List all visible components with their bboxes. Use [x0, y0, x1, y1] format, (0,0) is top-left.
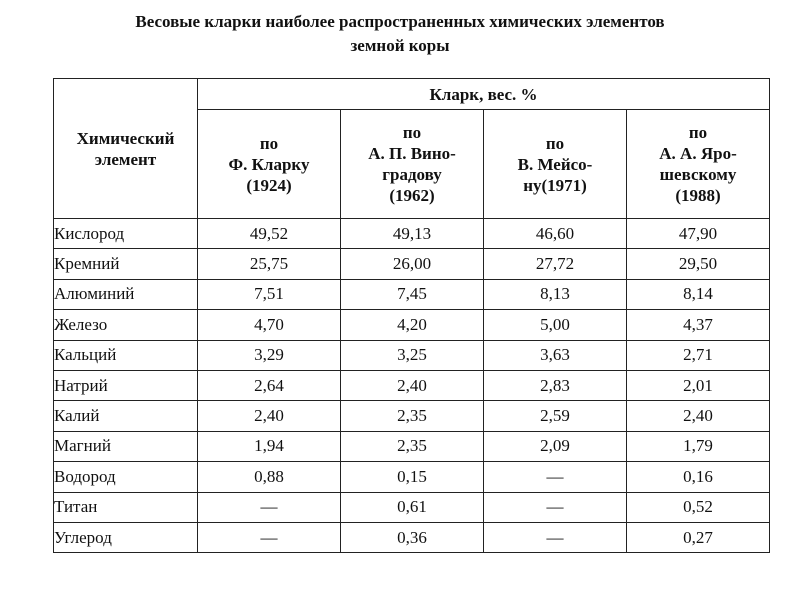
- table-body: [54, 219, 770, 553]
- clarke-group-header: Кларк, вес. %: [198, 79, 770, 110]
- clarke-value-cell: 49,52: [198, 219, 341, 249]
- element-name-cell: Железо: [54, 310, 198, 340]
- element-name-cell: Алюминий: [54, 279, 198, 309]
- clarke-value-cell: 29,50: [627, 249, 770, 279]
- clarke-value-cell: 3,25: [341, 340, 484, 370]
- clarke-value-cell: 47,90: [627, 219, 770, 249]
- clarke-value-cell: —: [198, 522, 341, 552]
- clarke-table: [53, 78, 770, 553]
- clarke-value-cell: 3,63: [484, 340, 627, 370]
- clarke-value-cell: 4,20: [341, 310, 484, 340]
- clarke-value-cell: 0,15: [341, 462, 484, 492]
- clarke-value-cell: —: [198, 492, 341, 522]
- clarke-value-cell: 27,72: [484, 249, 627, 279]
- clarke-value-cell: 0,88: [198, 462, 341, 492]
- clarke-value-cell: 4,37: [627, 310, 770, 340]
- table-row: [54, 219, 770, 249]
- table-row: [54, 310, 770, 340]
- clarke-value-cell: 46,60: [484, 219, 627, 249]
- table-row: [54, 401, 770, 431]
- clarke-value-cell: 2,40: [627, 401, 770, 431]
- clarke-value-cell: 2,40: [198, 401, 341, 431]
- title-line-2: земной коры: [350, 36, 450, 55]
- clarke-value-cell: 2,40: [341, 370, 484, 400]
- clarke-value-cell: 0,61: [341, 492, 484, 522]
- table-row: [54, 462, 770, 492]
- element-name-cell: Водород: [54, 462, 198, 492]
- clarke-value-cell: 0,36: [341, 522, 484, 552]
- clarke-value-cell: —: [484, 522, 627, 552]
- clarke-value-cell: 2,35: [341, 401, 484, 431]
- document-title: [0, 10, 800, 58]
- element-name-cell: Кальций: [54, 340, 198, 370]
- clarke-value-cell: 2,59: [484, 401, 627, 431]
- clarke-value-cell: 7,45: [341, 279, 484, 309]
- table-row: [54, 249, 770, 279]
- clarke-value-cell: 2,01: [627, 370, 770, 400]
- table-row: [54, 370, 770, 400]
- header-row-group: [54, 79, 770, 110]
- element-column-header: Химический элемент: [54, 79, 198, 219]
- clarke-value-cell: 49,13: [341, 219, 484, 249]
- clarke-value-cell: 2,83: [484, 370, 627, 400]
- clarke-value-cell: 2,35: [341, 431, 484, 461]
- table-row: [54, 279, 770, 309]
- clarke-value-cell: —: [484, 492, 627, 522]
- element-name-cell: Кислород: [54, 219, 198, 249]
- element-name-cell: Магний: [54, 431, 198, 461]
- clarke-value-cell: 7,51: [198, 279, 341, 309]
- table-row: [54, 522, 770, 552]
- source-header-yaroshevsky: по А. А. Яро- шевскому (1988): [627, 110, 770, 219]
- element-name-cell: Калий: [54, 401, 198, 431]
- clarke-value-cell: 2,09: [484, 431, 627, 461]
- title-line-1: Весовые кларки наиболее распространенных химических элементов: [135, 12, 665, 31]
- clarke-value-cell: 0,16: [627, 462, 770, 492]
- clarke-value-cell: 2,71: [627, 340, 770, 370]
- clarke-value-cell: 1,94: [198, 431, 341, 461]
- table-row: [54, 340, 770, 370]
- source-header-vinogradov: по А. П. Вино- градову (1962): [341, 110, 484, 219]
- clarke-value-cell: 5,00: [484, 310, 627, 340]
- clarke-value-cell: 2,64: [198, 370, 341, 400]
- table-row: [54, 492, 770, 522]
- clarke-value-cell: 0,52: [627, 492, 770, 522]
- element-name-cell: Титан: [54, 492, 198, 522]
- table-row: [54, 431, 770, 461]
- clarke-value-cell: 8,14: [627, 279, 770, 309]
- clarke-value-cell: 1,79: [627, 431, 770, 461]
- element-name-cell: Кремний: [54, 249, 198, 279]
- clarke-value-cell: 8,13: [484, 279, 627, 309]
- source-header-mason: по В. Мейсо- ну(1971): [484, 110, 627, 219]
- clarke-value-cell: 26,00: [341, 249, 484, 279]
- clarke-value-cell: 25,75: [198, 249, 341, 279]
- clarke-value-cell: 3,29: [198, 340, 341, 370]
- element-name-cell: Углерод: [54, 522, 198, 552]
- clarke-value-cell: —: [484, 462, 627, 492]
- clarke-value-cell: 4,70: [198, 310, 341, 340]
- clarke-value-cell: 0,27: [627, 522, 770, 552]
- source-header-clarke: по Ф. Кларку (1924): [198, 110, 341, 219]
- element-name-cell: Натрий: [54, 370, 198, 400]
